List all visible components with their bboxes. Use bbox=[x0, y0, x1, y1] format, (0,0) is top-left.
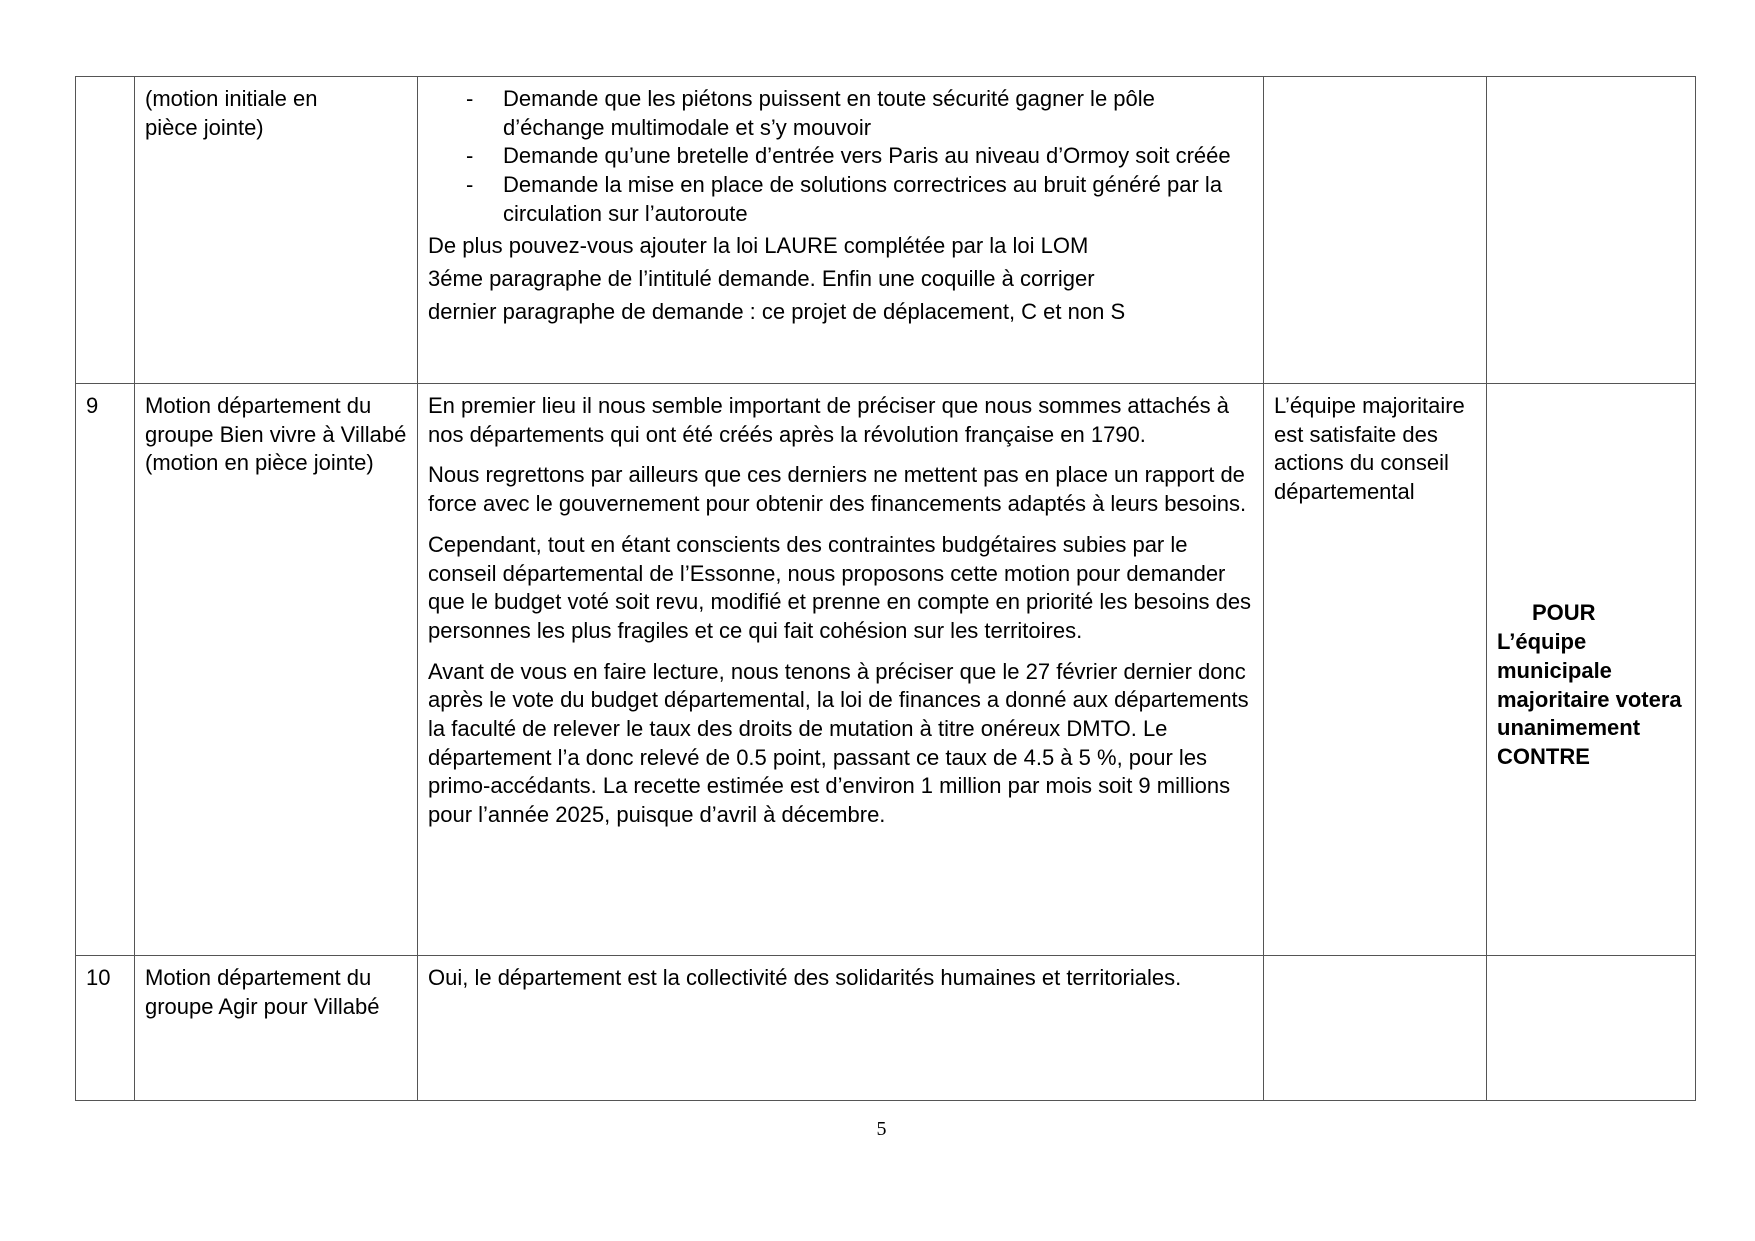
text-line: De plus pouvez-vous ajouter la loi LAURE complétée par la loi LOM bbox=[428, 232, 1089, 258]
motion-title bbox=[135, 956, 418, 1101]
vote-cell bbox=[1487, 77, 1696, 384]
motion-title bbox=[135, 77, 418, 384]
table-row bbox=[76, 77, 1696, 384]
list-item: - Demande que les piétons puissent en toute sécurité gagner le pôle d’échange multimodale et s’y mouvoir bbox=[428, 85, 1253, 142]
list-item: - Demande qu’une bretelle d’entrée vers Paris au niveau d’Ormoy soit créée bbox=[428, 142, 1253, 171]
title-line: pièce jointe) bbox=[145, 114, 264, 140]
paragraph: Oui, le département est la collectivité des solidarités humaines et territoriales. bbox=[428, 965, 1182, 990]
page-number: 5 bbox=[876, 1118, 887, 1140]
title-line: Motion département du groupe Agir pour Villabé bbox=[145, 965, 380, 1019]
vote-cell bbox=[1487, 384, 1696, 956]
table-row bbox=[76, 956, 1696, 1101]
paragraph: En premier lieu il nous semble important de préciser que nous sommes attachés à nos départements qui ont été créés après la révolution française en 1790. bbox=[428, 393, 1229, 447]
demand-list bbox=[428, 85, 1253, 229]
row-number bbox=[76, 77, 135, 384]
paragraph: Nous regrettons par ailleurs que ces derniers ne mettent pas en place un rapport de force avec le gouvernement pour obtenir des financements adaptés à leurs besoins. bbox=[428, 462, 1247, 517]
title-line: (motion en pièce jointe) bbox=[145, 450, 374, 476]
title-line: (motion initiale en bbox=[145, 86, 318, 111]
paragraph: Cependant, tout en étant conscients des contraintes budgétaires subies par le conseil départemental de l’Essonne, nous proposons cette motion pour demander que le budget voté soit revu, modifié et prenne en compte en priorité les besoins des personnes les plus fragiles et ce qui fait cohésion sur les territoires. bbox=[428, 531, 1252, 643]
motion-title bbox=[135, 384, 418, 956]
vote-head: POUR bbox=[1532, 600, 1596, 626]
table-row bbox=[76, 384, 1696, 956]
motion-content bbox=[418, 956, 1264, 1101]
motion-content bbox=[418, 77, 1264, 384]
list-item: - Demande la mise en place de solutions correctrices au bruit généré par la circulation sur l’autoroute bbox=[428, 171, 1253, 228]
row-number: 10 bbox=[76, 956, 135, 1101]
response-cell: L’équipe majoritaire est satisfaite des actions du conseil départemental bbox=[1264, 384, 1487, 956]
text-line: 3éme paragraphe de l’intitulé demande. Enfin une coquille à corriger bbox=[428, 265, 1095, 291]
motion-content bbox=[418, 384, 1264, 956]
motions-table bbox=[75, 76, 1696, 1101]
paragraph: Avant de vous en faire lecture, nous tenons à préciser que le 27 février dernier donc après le vote du budget départemental, la loi de finances a donné aux départements la faculté de relever le taux des droits de mutation à titre onéreux DMTO. Le département l’a donc relevé de 0.5 point, passant ce taux de 4.5 à 5 %, pour les primo-accédants. La recette estimée est d’environ 1 million par mois soit 9 millions pour l’année 2025, puisque d’avril à décembre. bbox=[428, 658, 1249, 828]
text-line: dernier paragraphe de demande : ce projet de déplacement, C et non S bbox=[428, 298, 1126, 324]
vote-text: L’équipe municipale majoritaire votera unanimement CONTRE bbox=[1497, 629, 1682, 769]
response-cell bbox=[1264, 77, 1487, 384]
response-cell bbox=[1264, 956, 1487, 1101]
row-number: 9 bbox=[76, 384, 135, 956]
title-line: Motion département du groupe Bien vivre à Villabé bbox=[145, 393, 407, 447]
vote-cell bbox=[1487, 956, 1696, 1101]
